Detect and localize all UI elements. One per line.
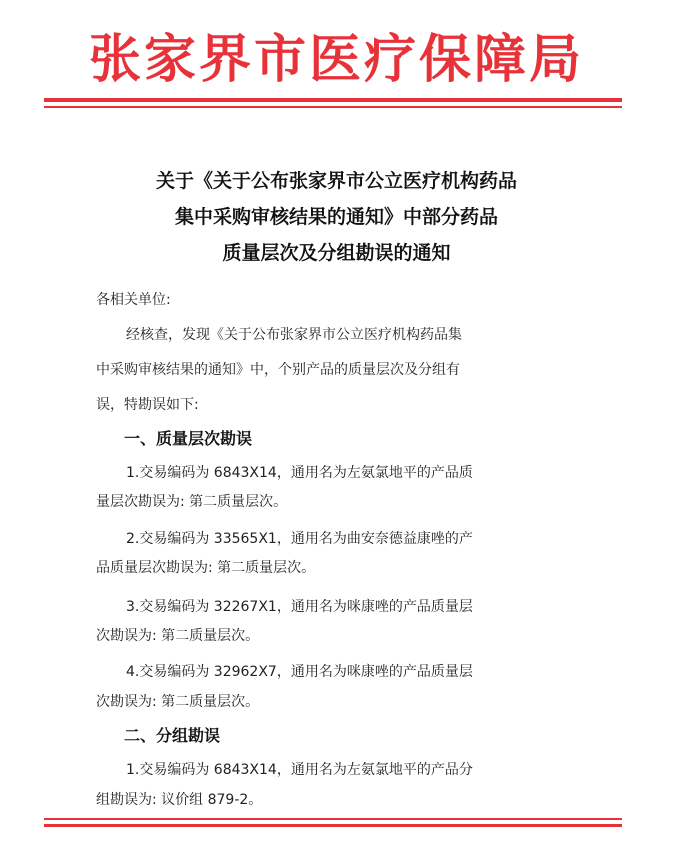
quality-item-4-line-1: 4.交易编码为 32962X7，通用名为咪康唑的产品质量层 <box>126 664 473 680</box>
salutation: 各相关单位: <box>96 292 171 308</box>
document-title-line-2: 集中采购审核结果的通知》中部分药品 <box>174 206 498 228</box>
document-title-line-1: 关于《关于公布张家界市公立医疗机构药品 <box>155 170 517 192</box>
intro-paragraph-line-2: 中采购审核结果的通知》中，个别产品的质量层次及分组有 <box>96 362 460 378</box>
footer-rule-thick <box>44 824 622 827</box>
quality-item-3-line-2: 次勘误为: 第二质量层次。 <box>96 628 260 644</box>
quality-item-1-line-2: 量层次勘误为: 第二质量层次。 <box>96 494 288 510</box>
intro-paragraph-line-3: 误，特勘误如下: <box>96 397 199 413</box>
section-heading-grouping: 二、分组勘误 <box>124 726 221 745</box>
quality-item-2-line-1: 2.交易编码为 33565X1，通用名为曲安奈德益康唑的产 <box>126 531 473 547</box>
masthead: 张家界市医疗保障局 <box>88 29 584 90</box>
footer-rule-thin <box>44 818 622 820</box>
quality-item-2-line-2: 品质量层次勘误为: 第二质量层次。 <box>96 560 316 576</box>
masthead-rule-thin <box>44 106 622 108</box>
document-title-line-3: 质量层次及分组勘误的通知 <box>222 242 451 264</box>
section-heading-quality: 一、质量层次勘误 <box>124 429 253 448</box>
quality-item-3-line-1: 3.交易编码为 32267X1，通用名为咪康唑的产品质量层 <box>126 599 473 615</box>
grouping-item-1-line-2: 组勘误为: 议价组 879-2。 <box>96 792 263 808</box>
grouping-item-1-line-1: 1.交易编码为 6843X14，通用名为左氨氯地平的产品分 <box>126 762 473 778</box>
quality-item-4-line-2: 次勘误为: 第二质量层次。 <box>96 694 260 710</box>
intro-paragraph-line-1: 经核查，发现《关于公布张家界市公立医疗机构药品集 <box>126 327 462 343</box>
quality-item-1-line-1: 1.交易编码为 6843X14，通用名为左氨氯地平的产品质 <box>126 465 473 481</box>
masthead-rule-thick <box>44 98 622 102</box>
